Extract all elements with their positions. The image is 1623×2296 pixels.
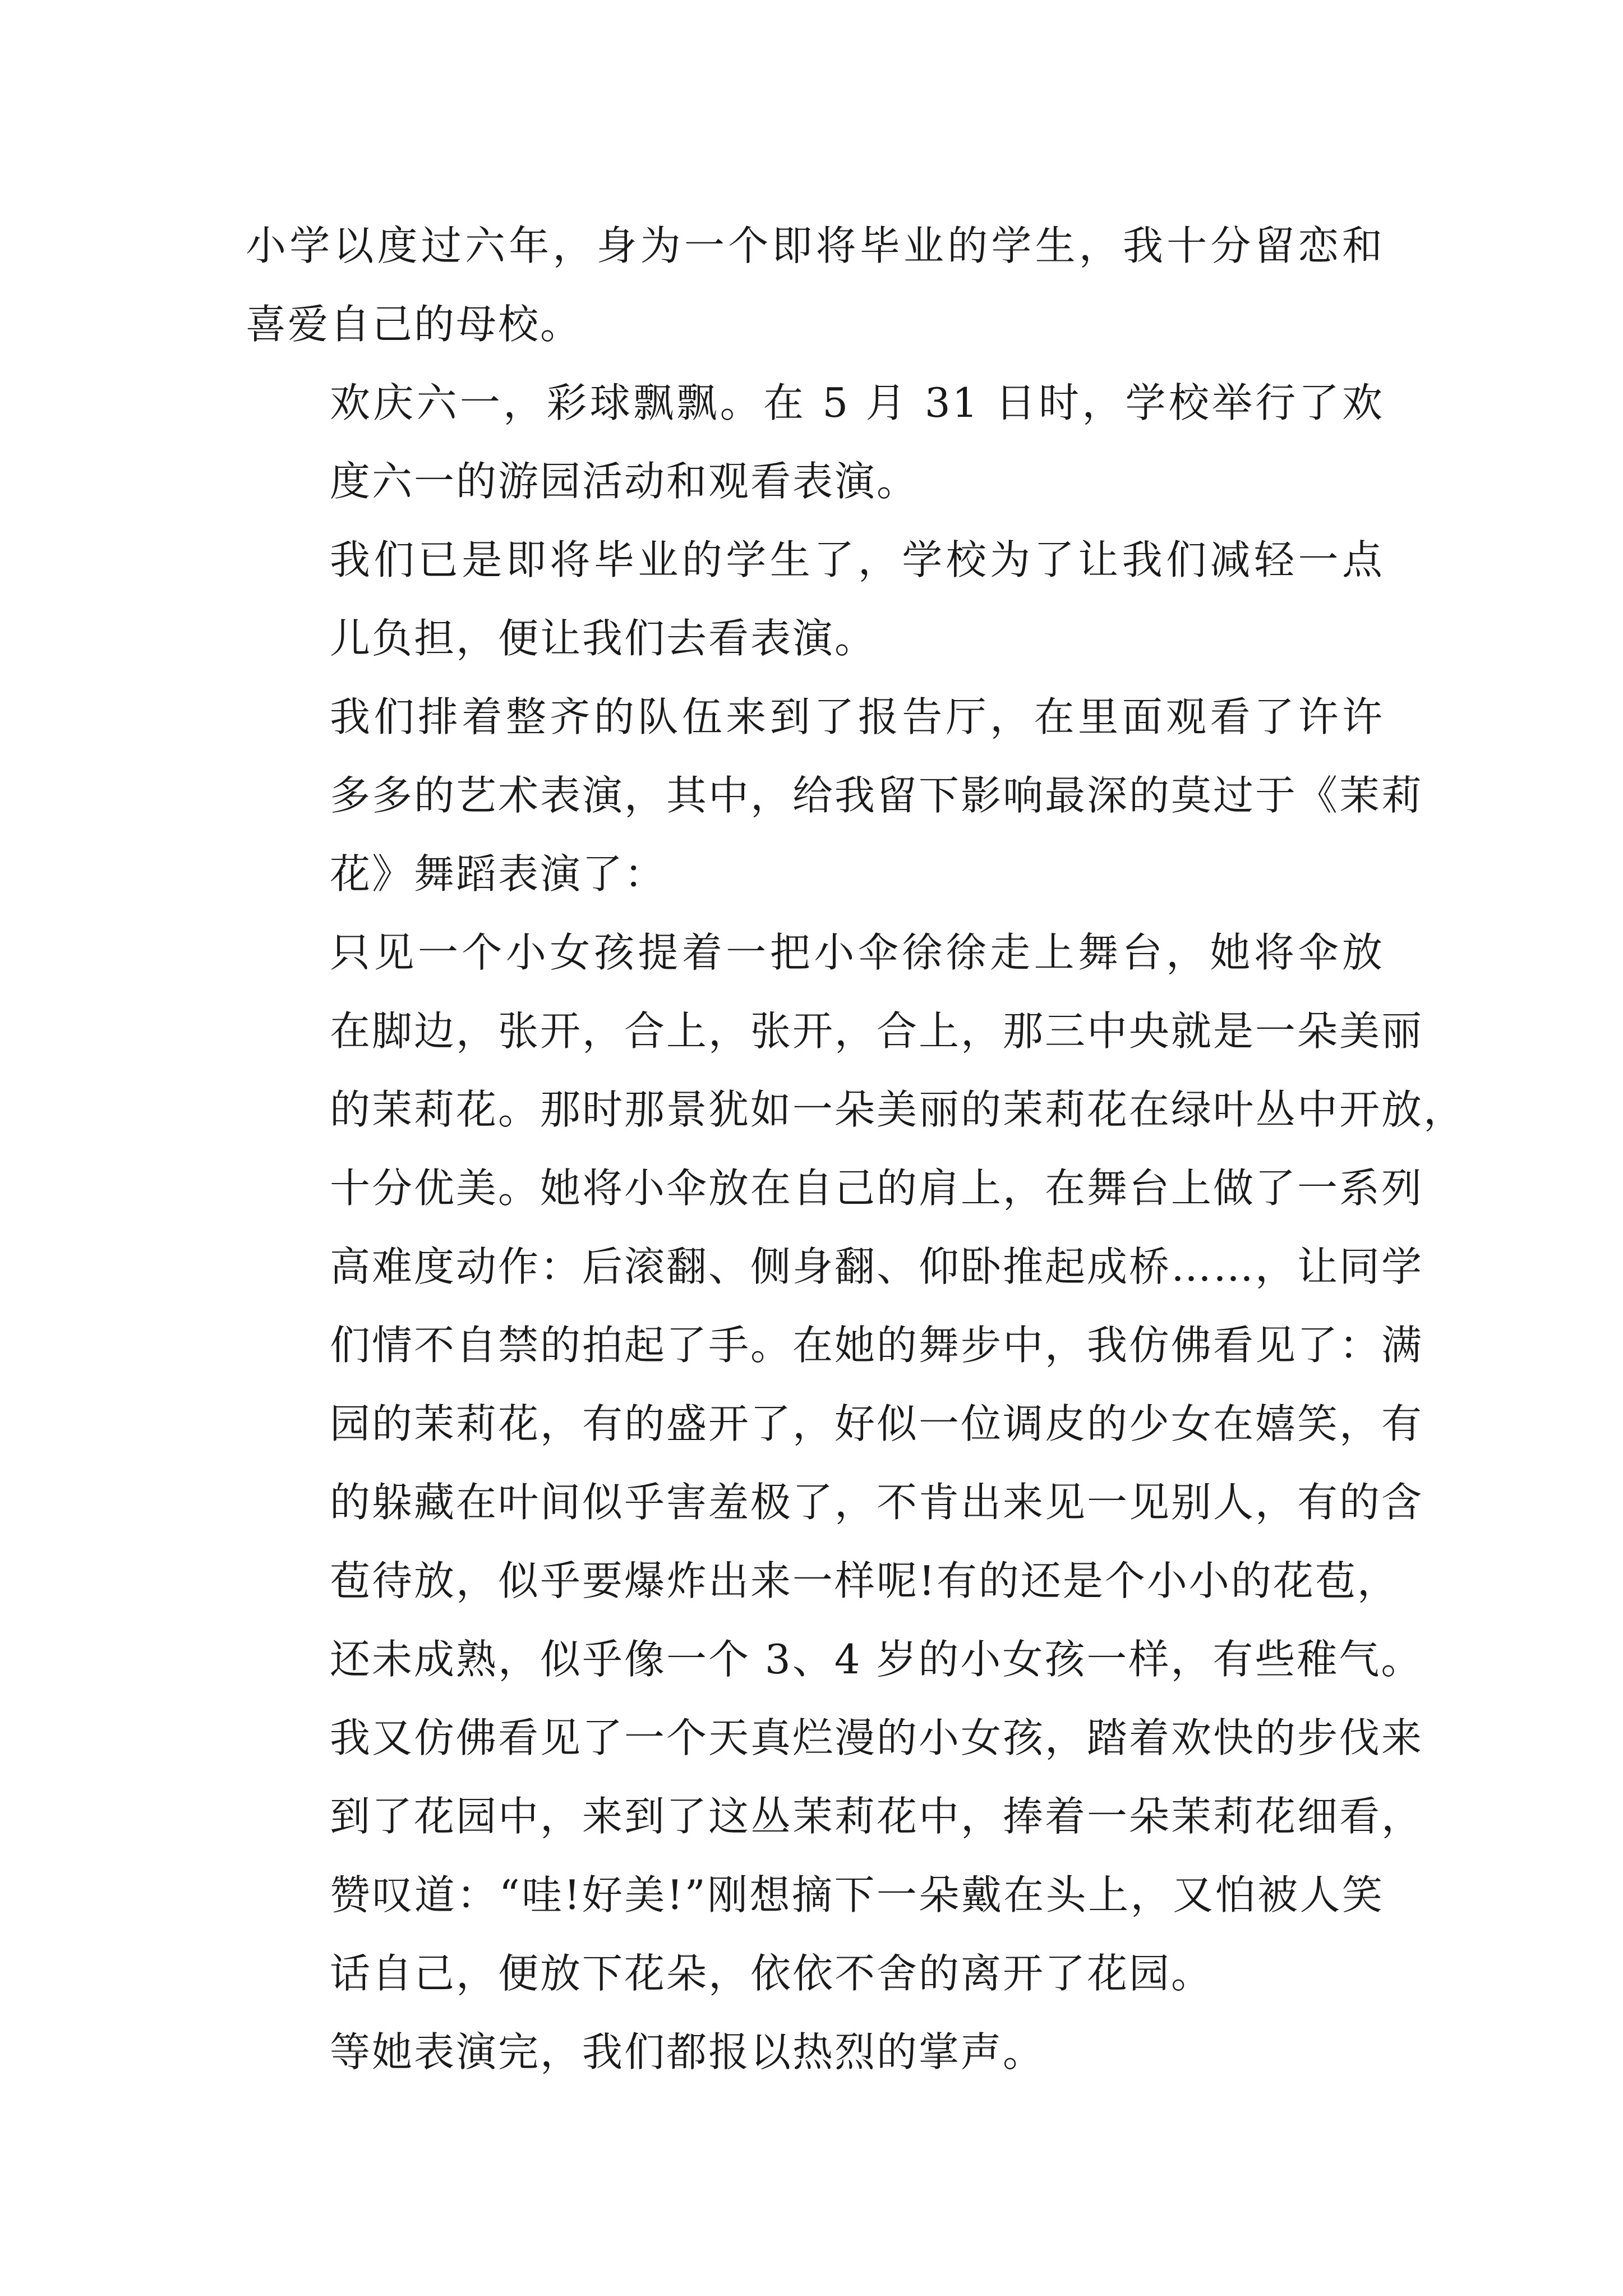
paragraph <box>246 678 1424 913</box>
text-line: 赞叹道：“哇!好美!”刚想摘下一朵戴在头上，又怕被人笑 <box>330 1871 1384 1918</box>
text-line: 我们已是即将毕业的学生了，学校为了让我们减轻一点 <box>330 536 1384 583</box>
document-body <box>246 206 1466 2091</box>
text-line: 的躲藏在叶间似乎害羞极了，不肯出来见一见别人，有的含 <box>330 1479 1424 1526</box>
text-line: 十分优美。她将小伞放在自己的肩上，在舞台上做了一系列 <box>330 1165 1424 1212</box>
text-line: 在脚边，张开，合上，张开，合上，那三中央就是一朵美丽 <box>330 1007 1424 1055</box>
text-line: 小学以度过六年，身为一个即将毕业的学生，我十分留恋和 <box>246 222 1384 269</box>
text-line: 园的茉莉花，有的盛开了，好似一位调皮的少女在嬉笑，有 <box>330 1400 1424 1447</box>
text-line: 的茉莉花。那时那景犹如一朵美丽的茉莉花在绿叶丛中开放， <box>330 1086 1466 1133</box>
text-line: 只见一个小女孩提着一把小伞徐徐走上舞台，她将伞放 <box>330 929 1384 976</box>
text-line: 欢庆六一，彩球飘飘。在 5 月 31 日时，学校举行了欢 <box>330 379 1384 426</box>
text-line: 等她表演完，我们都报以热烈的掌声。 <box>330 2028 1045 2076</box>
text-line: 喜爱自己的母校。 <box>246 301 583 348</box>
text-line: 高难度动作：后滚翻、侧身翻、仰卧推起成桥……，让同学 <box>330 1243 1424 1290</box>
paragraph <box>246 913 1466 2013</box>
text-line: 还未成熟，似乎像一个 3、4 岁的小女孩一样，有些稚气。 <box>330 1636 1423 1683</box>
text-line: 我们排着整齐的队伍来到了报告厅，在里面观看了许许 <box>330 693 1384 740</box>
paragraph <box>246 206 1384 364</box>
text-line: 到了花园中，来到了这丛茉莉花中，捧着一朵茉莉花细看， <box>330 1793 1424 1840</box>
paragraph <box>246 2013 1384 2091</box>
text-line: 多多的艺术表演，其中，给我留下影响最深的莫过于《茉莉 <box>330 772 1424 819</box>
text-line: 儿负担，便让我们去看表演。 <box>330 615 877 662</box>
text-line: 度六一的游园活动和观看表演。 <box>330 458 919 505</box>
paragraph <box>246 364 1384 521</box>
text-line: 话自己，便放下花朵，依依不舍的离开了花园。 <box>330 1950 1214 1997</box>
text-line: 苞待放，似乎要爆炸出来一样呢!有的还是个小小的花苞， <box>330 1557 1399 1604</box>
text-line: 们情不自禁的拍起了手。在她的舞步中，我仿佛看见了：满 <box>330 1322 1424 1369</box>
text-line: 花》舞蹈表演了： <box>330 850 667 898</box>
text-line: 我又仿佛看见了一个天真烂漫的小女孩，踏着欢快的步伐来 <box>330 1714 1424 1761</box>
paragraph <box>246 521 1384 678</box>
